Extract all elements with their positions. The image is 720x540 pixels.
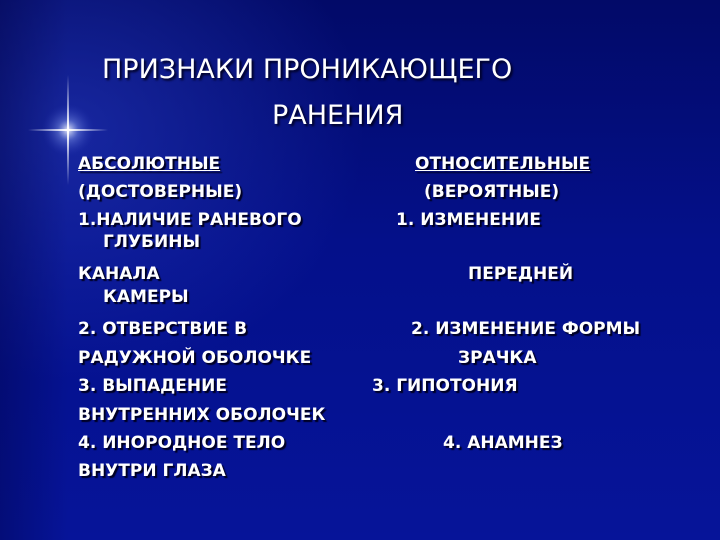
absolute-signs-heading: АБСОЛЮТНЫЕ [78, 154, 221, 174]
relative-sign-1: 1. ИЗМЕНЕНИЕ [396, 210, 541, 230]
absolute-signs-subheading: (ДОСТОВЕРНЫЕ) [78, 182, 243, 202]
absolute-sign-3: 3. ВЫПАДЕНИЕ [78, 376, 227, 396]
absolute-sign-4: 4. ИНОРОДНОЕ ТЕЛО [78, 433, 286, 453]
absolute-sign-3-continued: ВНУТРЕННИХ ОБОЛОЧЕК [78, 405, 326, 425]
relative-signs-subheading: (ВЕРОЯТНЫЕ) [424, 182, 560, 202]
absolute-sign-1: 1.НАЛИЧИЕ РАНЕВОГО [78, 210, 302, 230]
relative-sign-1-continued-3: КАМЕРЫ [103, 287, 189, 307]
title-line-2: РАНЕНИЯ [272, 100, 404, 131]
absolute-sign-1-continued: КАНАЛА [78, 264, 160, 284]
relative-signs-heading: ОТНОСИТЕЛЬНЫЕ [415, 154, 591, 174]
relative-sign-2: 2. ИЗМЕНЕНИЕ ФОРМЫ [411, 319, 641, 339]
relative-sign-1-continued: ГЛУБИНЫ [103, 232, 201, 252]
absolute-sign-2: 2. ОТВЕРСТВИЕ В [78, 319, 248, 339]
absolute-sign-4-continued: ВНУТРИ ГЛАЗА [78, 461, 226, 481]
relative-sign-1-continued-2: ПЕРЕДНЕЙ [468, 264, 574, 284]
relative-sign-3: 3. ГИПОТОНИЯ [372, 376, 518, 396]
relative-sign-2-continued: ЗРАЧКА [458, 348, 537, 368]
relative-sign-4: 4. АНАМНЕЗ [443, 433, 563, 453]
title-line-1: ПРИЗНАКИ ПРОНИКАЮЩЕГО [102, 54, 513, 85]
absolute-sign-2-continued: РАДУЖНОЙ ОБОЛОЧКЕ [78, 348, 312, 368]
